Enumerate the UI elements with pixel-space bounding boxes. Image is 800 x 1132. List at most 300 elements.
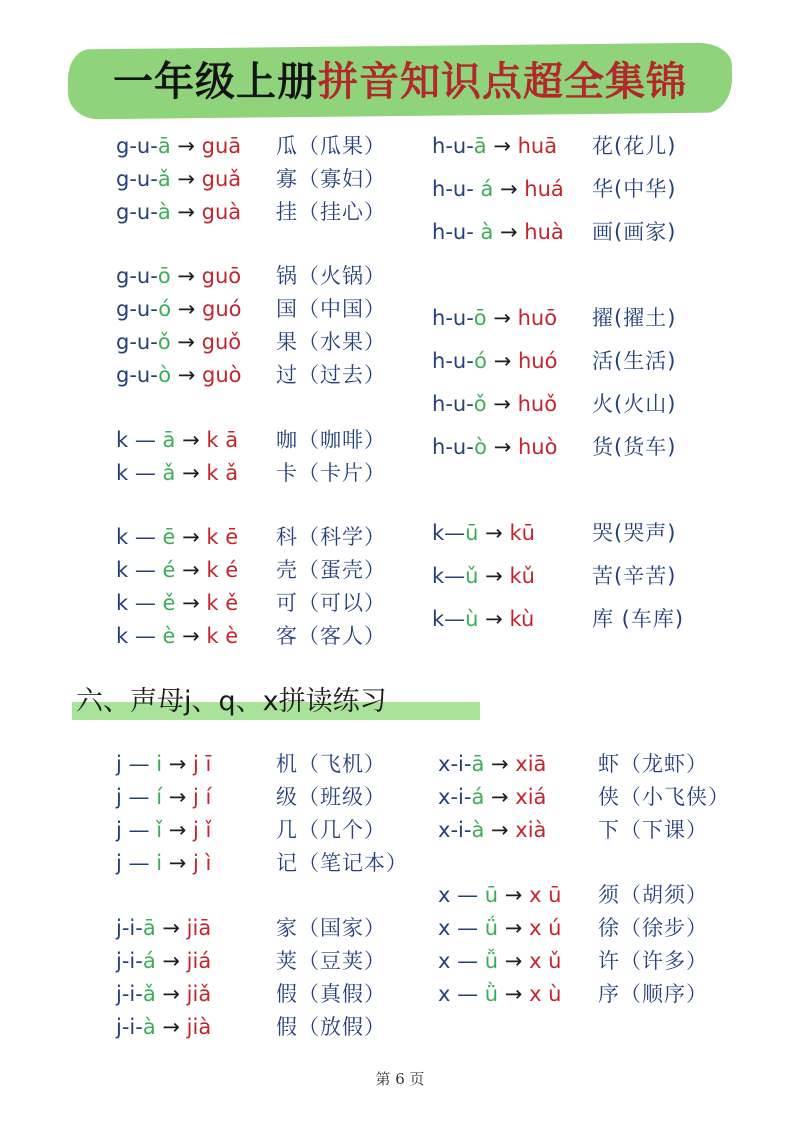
vowel-with-tone: ā <box>162 428 176 452</box>
initial-letter: k <box>432 564 445 588</box>
medial-letter: u <box>452 134 467 158</box>
character-word: 咖（咖啡） <box>276 428 386 452</box>
pinyin-spelling <box>432 302 592 334</box>
pinyin-entry <box>432 431 676 463</box>
pinyin-entry <box>116 912 386 944</box>
pinyin-entry <box>116 945 386 977</box>
combined-syllable: x ù <box>529 982 562 1006</box>
initial-letter: k <box>116 591 129 615</box>
pinyin-spelling <box>432 345 592 377</box>
separator: - <box>445 306 453 330</box>
vowel-with-tone: ǒ <box>157 330 171 354</box>
pinyin-spelling <box>116 945 276 977</box>
separator: - <box>121 916 130 940</box>
vowel-with-tone: é <box>162 558 176 582</box>
character-word: 锅（火锅） <box>276 264 386 288</box>
vowel-with-tone: ā <box>142 916 156 940</box>
combined-syllable: jià <box>186 1015 212 1039</box>
vowel-with-tone: è <box>162 624 176 648</box>
vowel-with-tone: ō <box>473 306 487 330</box>
pinyin-entry <box>116 196 386 228</box>
separator: - <box>463 752 472 776</box>
character-word: 挂（挂心） <box>276 200 386 224</box>
title-part-1: 一年级上册 <box>113 59 318 105</box>
arrow-icon: → <box>493 177 525 201</box>
pinyin-entry <box>438 781 730 813</box>
character-word: 假（真假） <box>276 982 386 1006</box>
combined-syllable: j í <box>193 785 212 809</box>
separator: — <box>128 624 163 648</box>
medial-letter: u <box>452 306 467 330</box>
pinyin-spelling <box>438 945 598 977</box>
vowel-with-tone: i <box>156 851 163 875</box>
pinyin-spelling <box>116 326 276 358</box>
initial-letter: x <box>438 949 451 973</box>
pinyin-spelling <box>432 130 592 162</box>
character-word: 火(火山) <box>592 392 677 416</box>
vowel-with-tone: à <box>471 818 485 842</box>
character-word: 下（下课） <box>598 818 708 842</box>
section-title: 六、声母j、q、x拼读练习 <box>76 686 387 717</box>
character-word: 货(货车) <box>592 435 677 459</box>
pinyin-spelling <box>116 620 276 652</box>
separator: - <box>466 220 481 244</box>
vowel-with-tone: ū <box>484 883 499 907</box>
vowel-with-tone: í <box>156 785 163 809</box>
character-word: 荚（豆荚） <box>276 949 386 973</box>
combined-syllable: huà <box>524 220 564 244</box>
medial-letter: i <box>458 752 464 776</box>
character-word: 虾（龙虾） <box>598 752 708 776</box>
character-word: 可（可以） <box>276 591 386 615</box>
initial-letter: g <box>116 330 130 354</box>
pinyin-entry <box>432 345 676 377</box>
arrow-icon: → <box>170 167 202 191</box>
combined-syllable: guà <box>201 200 242 224</box>
vowel-with-tone: ā <box>473 134 487 158</box>
arrow-icon: → <box>493 220 525 244</box>
pinyin-entry <box>432 130 676 162</box>
arrow-icon: → <box>487 435 518 459</box>
initial-letter: g <box>116 264 130 288</box>
character-word: 级（班级） <box>276 785 386 809</box>
pinyin-spelling <box>438 879 598 911</box>
medial-letter: i <box>129 916 136 940</box>
vowel-with-tone: á <box>471 785 485 809</box>
initial-letter: h <box>432 177 446 201</box>
pinyin-spelling <box>432 216 592 248</box>
separator: - <box>129 134 137 158</box>
separator: - <box>466 306 474 330</box>
vowel-with-tone: ǔ <box>465 564 479 588</box>
separator: - <box>121 1015 130 1039</box>
combined-syllable: guǎ <box>201 167 242 191</box>
pinyin-spelling <box>116 912 276 944</box>
initial-letter: g <box>116 167 130 191</box>
arrow-icon: → <box>484 752 516 776</box>
initial-letter: k <box>116 461 129 485</box>
vowel-with-tone: á <box>480 177 494 201</box>
initial-letter: g <box>116 200 130 224</box>
pinyin-entry <box>116 293 386 325</box>
combined-syllable: jiā <box>186 916 212 940</box>
combined-syllable: guā <box>201 134 242 158</box>
separator: — <box>121 752 157 776</box>
character-word: 哭(哭声) <box>592 521 677 545</box>
separator: — <box>121 785 157 809</box>
pinyin-spelling <box>116 1011 276 1043</box>
separator: - <box>466 349 475 373</box>
arrow-icon: → <box>486 306 518 330</box>
vowel-with-tone: ù <box>465 607 479 631</box>
character-word: 华(中华) <box>592 177 677 201</box>
combined-syllable: huǒ <box>517 392 558 416</box>
pinyin-spelling <box>432 431 592 463</box>
medial-letter: u <box>136 330 151 354</box>
separator: — <box>444 564 466 588</box>
pinyin-spelling <box>116 457 276 489</box>
character-word: 侠（小飞侠） <box>598 785 730 809</box>
pinyin-spelling <box>116 781 276 813</box>
vowel-with-tone: à <box>142 1015 156 1039</box>
pinyin-entry <box>116 847 408 879</box>
arrow-icon: → <box>175 558 207 582</box>
arrow-icon: → <box>498 949 530 973</box>
pinyin-entry <box>432 173 676 205</box>
combined-syllable: xiā <box>515 752 547 776</box>
arrow-icon: → <box>175 461 207 485</box>
page-title <box>0 56 800 108</box>
pinyin-entry <box>438 814 708 846</box>
initial-letter: k <box>432 521 445 545</box>
combined-syllable: k é <box>206 558 239 582</box>
vowel-with-tone: ǎ <box>157 167 171 191</box>
arrow-icon: → <box>162 851 193 875</box>
vowel-with-tone: ō <box>157 264 171 288</box>
combined-syllable: huò <box>517 435 558 459</box>
separator: - <box>150 363 159 387</box>
character-word: 客（客人） <box>276 624 386 648</box>
character-word: 家（国家） <box>276 916 386 940</box>
arrow-icon: → <box>478 521 510 545</box>
initial-letter: k <box>116 624 129 648</box>
initial-letter: j <box>116 982 122 1006</box>
arrow-icon: → <box>155 1015 187 1039</box>
arrow-icon: → <box>484 785 516 809</box>
pinyin-spelling <box>116 196 276 228</box>
initial-letter: h <box>432 435 446 459</box>
initial-letter: g <box>116 134 130 158</box>
combined-syllable: guǒ <box>201 330 242 354</box>
character-word: 科（科学） <box>276 525 386 549</box>
pinyin-spelling <box>432 517 592 549</box>
initial-letter: j <box>116 851 122 875</box>
pinyin-entry <box>116 457 386 489</box>
separator: - <box>445 220 453 244</box>
vowel-with-tone: ě <box>162 591 176 615</box>
initial-letter: j <box>116 818 122 842</box>
vowel-with-tone: à <box>157 200 171 224</box>
title-part-2: 拼音知识点超全集锦 <box>318 59 687 105</box>
separator: - <box>129 297 137 321</box>
pinyin-spelling <box>116 847 276 879</box>
medial-letter: i <box>458 818 464 842</box>
vowel-with-tone: ē <box>162 525 176 549</box>
separator: — <box>121 818 157 842</box>
character-word: 许（许多） <box>598 949 708 973</box>
combined-syllable: xiá <box>515 785 547 809</box>
combined-syllable: k ā <box>206 428 239 452</box>
pinyin-entry <box>438 945 708 977</box>
combined-syllable: x ǔ <box>529 949 562 973</box>
arrow-icon: → <box>175 591 207 615</box>
separator: - <box>445 177 453 201</box>
vowel-with-tone: ā <box>471 752 485 776</box>
separator: - <box>135 982 143 1006</box>
pinyin-spelling <box>438 748 598 780</box>
vowel-with-tone: ò <box>474 435 488 459</box>
separator: - <box>129 363 137 387</box>
character-word: 国（中国） <box>276 297 386 321</box>
pinyin-spelling <box>432 173 592 205</box>
separator: — <box>450 949 485 973</box>
character-word: 活(生活) <box>592 349 677 373</box>
arrow-icon: → <box>171 297 203 321</box>
pinyin-spelling <box>432 560 592 592</box>
separator: — <box>128 591 163 615</box>
initial-letter: k <box>432 607 445 631</box>
character-word: 记（笔记本） <box>276 851 408 875</box>
character-word: 瓜（瓜果） <box>276 134 386 158</box>
initial-letter: h <box>432 306 446 330</box>
combined-syllable: xià <box>515 818 547 842</box>
pinyin-entry <box>116 620 386 652</box>
medial-letter: u <box>452 392 467 416</box>
pinyin-spelling <box>116 260 276 292</box>
separator: - <box>463 818 472 842</box>
arrow-icon: → <box>486 392 518 416</box>
vowel-with-tone: à <box>480 220 494 244</box>
combined-syllable: x ū <box>529 883 562 907</box>
vowel-with-tone: ǜ <box>484 982 499 1006</box>
pinyin-spelling <box>116 293 276 325</box>
arrow-icon: → <box>493 349 518 373</box>
medial-letter: u <box>452 435 467 459</box>
separator: - <box>466 134 474 158</box>
page-number: 第 6 页 <box>375 1070 425 1088</box>
initial-letter: g <box>116 363 130 387</box>
character-word: 寡（寡妇） <box>276 167 386 191</box>
separator: — <box>444 521 466 545</box>
separator: — <box>128 558 163 582</box>
initial-letter: x <box>438 883 451 907</box>
arrow-icon: → <box>175 624 207 648</box>
vowel-with-tone: ū <box>465 521 479 545</box>
medial-letter: i <box>129 1015 136 1039</box>
character-word: 库 (车库) <box>592 607 685 631</box>
character-word: 画(画家) <box>592 220 677 244</box>
vowel-with-tone: i <box>156 752 163 776</box>
combined-syllable: guó <box>202 297 242 321</box>
vowel-with-tone: ǐ <box>156 818 163 842</box>
separator: - <box>135 916 143 940</box>
initial-letter: g <box>116 297 130 321</box>
separator: - <box>135 949 143 973</box>
pinyin-entry <box>432 560 676 592</box>
separator: - <box>445 349 453 373</box>
pinyin-entry <box>432 388 676 420</box>
initial-letter: k <box>116 525 129 549</box>
separator: - <box>135 1015 143 1039</box>
initial-letter: x <box>438 785 451 809</box>
character-word: 序（顺序） <box>598 982 708 1006</box>
medial-letter: u <box>136 200 151 224</box>
arrow-icon: → <box>175 525 207 549</box>
character-word: 几（几个） <box>276 818 386 842</box>
separator: - <box>150 264 158 288</box>
pinyin-entry <box>116 130 386 162</box>
combined-syllable: guō <box>201 264 242 288</box>
pinyin-spelling <box>432 603 592 635</box>
combined-syllable: j ì <box>193 851 212 875</box>
separator: — <box>450 982 485 1006</box>
separator: — <box>121 851 157 875</box>
character-word: 机（飞机） <box>276 752 386 776</box>
pinyin-spelling <box>438 978 598 1010</box>
medial-letter: i <box>129 982 136 1006</box>
arrow-icon: → <box>498 982 530 1006</box>
pinyin-entry <box>438 978 708 1010</box>
pinyin-entry <box>438 912 708 944</box>
pinyin-spelling <box>116 163 276 195</box>
arrow-icon: → <box>170 134 202 158</box>
pinyin-spelling <box>116 748 276 780</box>
pinyin-entry <box>432 603 684 635</box>
separator: — <box>128 525 163 549</box>
combined-syllable: jiǎ <box>186 982 212 1006</box>
medial-letter: u <box>136 363 151 387</box>
arrow-icon: → <box>170 330 202 354</box>
initial-letter: x <box>438 916 451 940</box>
separator: - <box>466 392 474 416</box>
separator: - <box>463 785 472 809</box>
combined-syllable: j ī <box>193 752 212 776</box>
vowel-with-tone: ǚ <box>484 949 499 973</box>
separator: - <box>129 330 137 354</box>
pinyin-entry <box>116 326 386 358</box>
separator: - <box>121 949 130 973</box>
combined-syllable: kù <box>509 607 535 631</box>
character-word: 擢(擢土) <box>592 306 677 330</box>
arrow-icon: → <box>155 916 187 940</box>
character-word: 苦(辛苦) <box>592 564 677 588</box>
pinyin-entry <box>116 359 386 391</box>
medial-letter: u <box>136 297 151 321</box>
medial-letter: i <box>129 949 136 973</box>
separator: - <box>445 392 453 416</box>
medial-letter: u <box>136 167 151 191</box>
pinyin-spelling <box>438 814 598 846</box>
vowel-with-tone: ǒ <box>473 392 487 416</box>
pinyin-spelling <box>116 359 276 391</box>
pinyin-entry <box>116 978 386 1010</box>
pinyin-entry <box>116 554 386 586</box>
vowel-with-tone: ǘ <box>484 916 499 940</box>
combined-syllable: jiá <box>186 949 212 973</box>
combined-syllable: k ǎ <box>206 461 239 485</box>
pinyin-entry <box>438 879 708 911</box>
character-word: 须（胡须） <box>598 883 708 907</box>
medial-letter: i <box>458 785 464 809</box>
separator: — <box>444 607 466 631</box>
arrow-icon: → <box>162 818 193 842</box>
pinyin-entry <box>116 748 386 780</box>
pinyin-entry <box>116 587 386 619</box>
pinyin-entry <box>116 814 386 846</box>
combined-syllable: huā <box>517 134 558 158</box>
initial-letter: x <box>438 982 451 1006</box>
separator: - <box>450 818 459 842</box>
separator: - <box>150 297 159 321</box>
arrow-icon: → <box>170 264 202 288</box>
medial-letter: u <box>452 220 467 244</box>
combined-syllable: j ǐ <box>193 818 212 842</box>
pinyin-entry <box>116 521 386 553</box>
character-word: 果（水果） <box>276 330 386 354</box>
medial-letter: u <box>136 264 151 288</box>
arrow-icon: → <box>478 564 510 588</box>
arrow-icon: → <box>171 363 203 387</box>
separator: - <box>466 177 481 201</box>
initial-letter: j <box>116 1015 122 1039</box>
pinyin-spelling <box>116 587 276 619</box>
separator: - <box>450 752 459 776</box>
combined-syllable: x ú <box>529 916 562 940</box>
pinyin-entry <box>116 163 386 195</box>
character-word: 过（过去） <box>276 363 386 387</box>
arrow-icon: → <box>162 752 193 776</box>
vowel-with-tone: á <box>142 949 156 973</box>
character-word: 花(花儿) <box>592 134 677 158</box>
separator: - <box>445 435 453 459</box>
vowel-with-tone: ǎ <box>142 982 156 1006</box>
initial-letter: x <box>438 818 451 842</box>
vowel-with-tone: ā <box>157 134 171 158</box>
pinyin-spelling <box>116 978 276 1010</box>
pinyin-entry <box>432 216 676 248</box>
separator: — <box>450 883 485 907</box>
pinyin-entry <box>432 517 676 549</box>
initial-letter: j <box>116 785 122 809</box>
combined-syllable: huó <box>517 349 558 373</box>
separator: - <box>129 167 137 191</box>
pinyin-spelling <box>116 554 276 586</box>
separator: - <box>121 982 130 1006</box>
arrow-icon: → <box>170 200 202 224</box>
arrow-icon: → <box>498 883 530 907</box>
character-word: 壳（蛋壳） <box>276 558 386 582</box>
combined-syllable: guò <box>202 363 242 387</box>
pinyin-spelling <box>432 388 592 420</box>
arrow-icon: → <box>155 982 187 1006</box>
vowel-with-tone: ǎ <box>162 461 176 485</box>
separator: - <box>129 200 137 224</box>
initial-letter: h <box>432 220 446 244</box>
initial-letter: x <box>438 752 451 776</box>
character-word: 卡（卡片） <box>276 461 386 485</box>
combined-syllable: k ě <box>206 591 239 615</box>
character-word: 徐（徐步） <box>598 916 708 940</box>
